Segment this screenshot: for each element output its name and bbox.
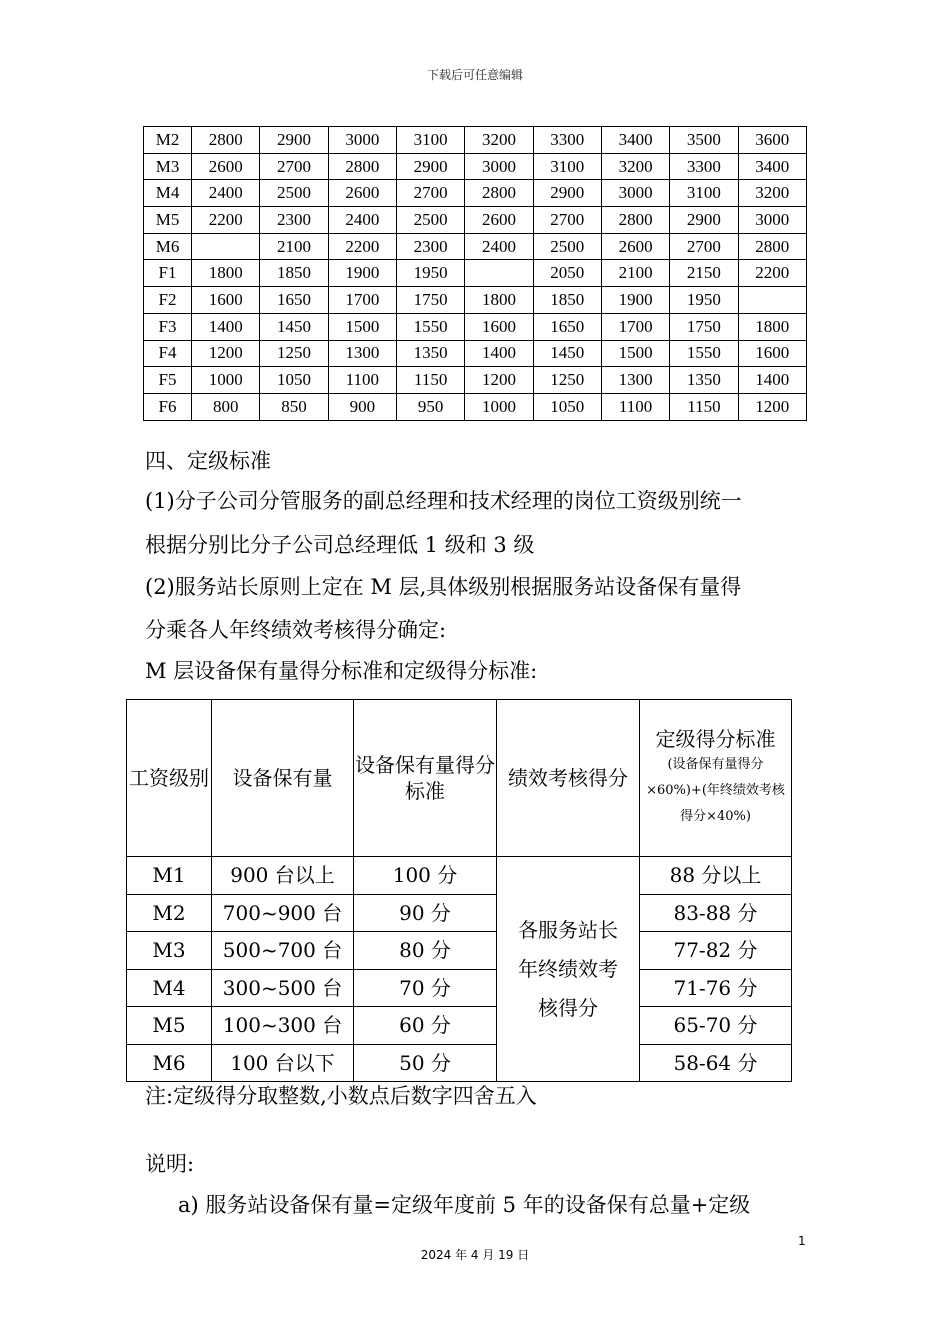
salary-value-cell: 1300 (328, 340, 396, 367)
salary-value-cell: 1950 (397, 260, 465, 287)
salary-value-cell: 1200 (738, 393, 806, 420)
salary-level-cell: F3 (144, 313, 192, 340)
salary-value-cell: 3000 (738, 207, 806, 234)
salary-value-cell: 1500 (601, 340, 669, 367)
salary-value-cell (465, 260, 533, 287)
salary-value-cell: 1350 (670, 367, 738, 394)
salary-value-cell: 2400 (465, 233, 533, 260)
section-heading: 四、定级标准 (145, 449, 271, 473)
salary-value-cell (192, 233, 260, 260)
salary-value-cell: 2700 (533, 207, 601, 234)
salary-value-cell: 3200 (738, 180, 806, 207)
equipment-score-cell: 50 分 (354, 1044, 497, 1082)
equipment-score-cell: 90 分 (354, 894, 497, 932)
salary-row (144, 207, 807, 234)
salary-value-cell: 2800 (192, 127, 260, 154)
salary-value-cell: 1050 (260, 367, 328, 394)
paragraph-2-line-1: (2)服务站长原则上定在 M 层,具体级别根据服务站设备保有量得 (145, 575, 742, 599)
salary-value-cell: 1900 (601, 287, 669, 314)
equipment-score-cell: 60 分 (354, 1007, 497, 1045)
salary-value-cell: 2800 (465, 180, 533, 207)
salary-value-cell: 1000 (192, 367, 260, 394)
footer-date: 2024 年 4 月 19 日 (420, 1248, 530, 1262)
salary-level-cell: F1 (144, 260, 192, 287)
salary-value-cell: 1000 (465, 393, 533, 420)
salary-value-cell: 3000 (601, 180, 669, 207)
salary-value-cell: 2800 (738, 233, 806, 260)
salary-value-cell: 2900 (670, 207, 738, 234)
salary-value-cell: 3000 (465, 153, 533, 180)
salary-value-cell: 2200 (192, 207, 260, 234)
grade-score-cell: 58-64 分 (640, 1044, 792, 1082)
salary-value-cell: 2100 (260, 233, 328, 260)
salary-value-cell: 1550 (670, 340, 738, 367)
salary-value-cell: 1800 (192, 260, 260, 287)
salary-row (144, 153, 807, 180)
salary-level-cell: M6 (144, 233, 192, 260)
salary-value-cell: 1600 (738, 340, 806, 367)
salary-value-cell: 2800 (601, 207, 669, 234)
header-level: 工资级别 (127, 700, 212, 857)
header-equipment-score: 设备保有量得分标准 (354, 700, 497, 857)
salary-value-cell: 1600 (192, 287, 260, 314)
grade-row (127, 932, 792, 970)
salary-value-cell: 2300 (260, 207, 328, 234)
page-number: 1 (798, 1234, 806, 1248)
salary-value-cell: 1200 (465, 367, 533, 394)
salary-row (144, 287, 807, 314)
salary-value-cell: 3500 (670, 127, 738, 154)
salary-value-cell: 2600 (192, 153, 260, 180)
salary-value-cell: 1150 (670, 393, 738, 420)
equipment-cell: 100~300 台 (212, 1007, 354, 1045)
salary-value-cell: 3400 (738, 153, 806, 180)
salary-value-cell: 1850 (533, 287, 601, 314)
salary-value-cell: 2500 (533, 233, 601, 260)
grade-score-cell: 77-82 分 (640, 932, 792, 970)
salary-value-cell: 1150 (397, 367, 465, 394)
salary-value-cell: 900 (328, 393, 396, 420)
salary-value-cell: 3000 (328, 127, 396, 154)
paragraph-3: M 层设备保有量得分标准和定级得分标准: (145, 659, 538, 683)
salary-value-cell: 2700 (397, 180, 465, 207)
salary-level-cell: M5 (144, 207, 192, 234)
salary-value-cell: 1950 (670, 287, 738, 314)
salary-value-cell: 1650 (260, 287, 328, 314)
grade-row (127, 1044, 792, 1082)
salary-value-cell: 1350 (397, 340, 465, 367)
salary-value-cell: 1450 (533, 340, 601, 367)
salary-row (144, 340, 807, 367)
salary-value-cell: 2500 (260, 180, 328, 207)
salary-value-cell: 3100 (397, 127, 465, 154)
grade-row (127, 969, 792, 1007)
salary-value-cell: 1800 (738, 313, 806, 340)
paragraph-1-line-2: 根据分别比分子公司总经理低 1 级和 3 级 (145, 533, 535, 557)
salary-value-cell: 800 (192, 393, 260, 420)
note: 注:定级得分取整数,小数点后数字四舍五入 (145, 1084, 537, 1108)
salary-value-cell: 2200 (328, 233, 396, 260)
salary-value-cell: 1900 (328, 260, 396, 287)
grade-level-cell: M5 (127, 1007, 212, 1045)
salary-value-cell: 1600 (465, 313, 533, 340)
equipment-cell: 900 台以上 (212, 857, 354, 895)
salary-value-cell: 2400 (328, 207, 396, 234)
salary-row (144, 313, 807, 340)
header-grade-score: 定级得分标准 (设备保有量得分×60%)+(年终绩效考核得分×40%) (640, 700, 792, 857)
salary-value-cell: 1550 (397, 313, 465, 340)
equipment-cell: 500~700 台 (212, 932, 354, 970)
salary-value-cell: 1750 (397, 287, 465, 314)
salary-level-cell: M4 (144, 180, 192, 207)
salary-value-cell: 1400 (192, 313, 260, 340)
salary-value-cell: 1700 (601, 313, 669, 340)
salary-value-cell: 2600 (465, 207, 533, 234)
salary-row (144, 393, 807, 420)
salary-value-cell: 950 (397, 393, 465, 420)
grade-level-cell: M1 (127, 857, 212, 895)
salary-value-cell: 2050 (533, 260, 601, 287)
grade-score-cell: 83-88 分 (640, 894, 792, 932)
salary-value-cell: 3400 (601, 127, 669, 154)
equipment-cell: 300~500 台 (212, 969, 354, 1007)
grade-row (127, 1007, 792, 1045)
salary-value-cell: 2200 (738, 260, 806, 287)
salary-value-cell: 3300 (670, 153, 738, 180)
salary-value-cell: 850 (260, 393, 328, 420)
salary-value-cell: 2700 (670, 233, 738, 260)
header-formula: (设备保有量得分×60%)+(年终绩效考核得分×40%) (646, 757, 785, 824)
grade-level-cell: M3 (127, 932, 212, 970)
salary-level-cell: F6 (144, 393, 192, 420)
salary-value-cell: 2900 (260, 127, 328, 154)
equipment-score-cell: 70 分 (354, 969, 497, 1007)
merged-performance-cell: 各服务站长年终绩效考核得分 (497, 857, 640, 1082)
salary-value-cell: 1750 (670, 313, 738, 340)
grade-level-cell: M4 (127, 969, 212, 1007)
salary-value-cell: 1400 (465, 340, 533, 367)
salary-table (143, 126, 807, 421)
grade-table-header-row (127, 700, 792, 857)
grade-score-cell: 71-76 分 (640, 969, 792, 1007)
salary-value-cell: 1850 (260, 260, 328, 287)
salary-value-cell: 1200 (192, 340, 260, 367)
salary-value-cell: 2300 (397, 233, 465, 260)
salary-level-cell: F2 (144, 287, 192, 314)
salary-level-cell: M2 (144, 127, 192, 154)
salary-row (144, 127, 807, 154)
grade-table (126, 699, 792, 1082)
header-equipment: 设备保有量 (212, 700, 354, 857)
paragraph-2-line-2: 分乘各人年终绩效考核得分确定: (145, 618, 447, 642)
salary-value-cell: 3100 (670, 180, 738, 207)
salary-value-cell: 2400 (192, 180, 260, 207)
salary-value-cell: 3200 (601, 153, 669, 180)
equipment-score-cell: 80 分 (354, 932, 497, 970)
grade-row (127, 857, 792, 895)
salary-row (144, 233, 807, 260)
header-performance: 绩效考核得分 (497, 700, 640, 857)
grade-score-cell: 65-70 分 (640, 1007, 792, 1045)
salary-level-cell: F4 (144, 340, 192, 367)
salary-value-cell: 2900 (533, 180, 601, 207)
salary-value-cell: 1700 (328, 287, 396, 314)
salary-value-cell: 2500 (397, 207, 465, 234)
salary-row (144, 367, 807, 394)
grade-level-cell: M2 (127, 894, 212, 932)
salary-value-cell: 1250 (533, 367, 601, 394)
salary-value-cell: 3300 (533, 127, 601, 154)
grade-level-cell: M6 (127, 1044, 212, 1082)
page-header: 下载后可任意编辑 (426, 68, 523, 82)
salary-value-cell: 1300 (601, 367, 669, 394)
explanation-label: 说明: (145, 1152, 195, 1176)
explanation-item-a: a) 服务站设备保有量=定级年度前 5 年的设备保有总量+定级 (178, 1193, 751, 1217)
salary-value-cell: 3200 (465, 127, 533, 154)
salary-value-cell: 2600 (601, 233, 669, 260)
salary-level-cell: F5 (144, 367, 192, 394)
salary-value-cell: 2600 (328, 180, 396, 207)
salary-value-cell: 3100 (533, 153, 601, 180)
grade-row (127, 894, 792, 932)
salary-value-cell: 2700 (260, 153, 328, 180)
salary-value-cell: 1650 (533, 313, 601, 340)
paragraph-1-line-1: (1)分子公司分管服务的副总经理和技术经理的岗位工资级别统一 (145, 489, 742, 513)
equipment-cell: 700~900 台 (212, 894, 354, 932)
salary-value-cell: 1450 (260, 313, 328, 340)
salary-value-cell: 1100 (601, 393, 669, 420)
salary-value-cell: 1050 (533, 393, 601, 420)
salary-value-cell: 3600 (738, 127, 806, 154)
salary-value-cell: 1250 (260, 340, 328, 367)
salary-value-cell (738, 287, 806, 314)
salary-value-cell: 2150 (670, 260, 738, 287)
salary-value-cell: 2900 (397, 153, 465, 180)
salary-value-cell: 2800 (328, 153, 396, 180)
salary-value-cell: 1100 (328, 367, 396, 394)
salary-value-cell: 1800 (465, 287, 533, 314)
salary-value-cell: 1400 (738, 367, 806, 394)
salary-value-cell: 2100 (601, 260, 669, 287)
salary-row (144, 260, 807, 287)
salary-row (144, 180, 807, 207)
salary-value-cell: 1500 (328, 313, 396, 340)
equipment-score-cell: 100 分 (354, 857, 497, 895)
equipment-cell: 100 台以下 (212, 1044, 354, 1082)
salary-level-cell: M3 (144, 153, 192, 180)
grade-score-cell: 88 分以上 (640, 857, 792, 895)
